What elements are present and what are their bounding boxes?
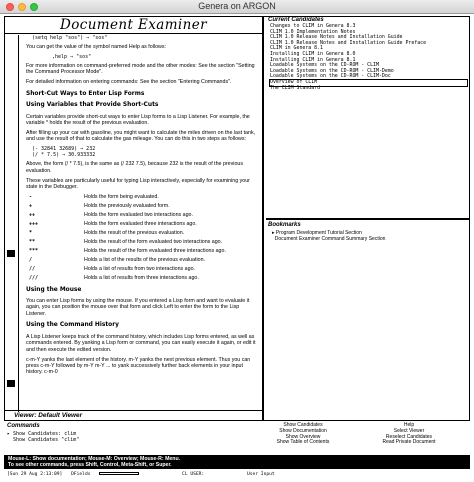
variable-symbol: ***: [29, 248, 39, 255]
vertical-scrollbar[interactable]: [5, 35, 19, 412]
command-menu-col-2: [352, 423, 466, 446]
candidate-item[interactable]: CLIM 1.0 Release Notes and Installation Guide: [270, 34, 403, 41]
section-heading: Using the Command History: [26, 322, 119, 329]
show-candidates-button[interactable]: Show Candidates: [283, 422, 323, 428]
table-row: [26, 212, 260, 218]
command-line: ▸ Show Candidates: clim: [7, 431, 77, 437]
variable-description: Holds the result of the form evaluated three interactions ago.: [84, 248, 226, 255]
paragraph: Above, the form (/ * 7.5), is the same as (/ 232 7.5), because 232 is the result of the previous evaluation.: [26, 161, 243, 174]
paragraph[interactable]: For detailed information on entering commands: See the section "Entering Commands".: [26, 79, 232, 86]
section-heading: Short-Cut Ways to Enter Lisp Forms: [26, 90, 145, 97]
show-documentation-button[interactable]: Show Documentation: [279, 427, 327, 434]
section-heading: Using Variables that Provide Short-Cuts: [26, 102, 159, 109]
candidate-item[interactable]: Loadable Systems on the CD-ROM - CLIM-Doc: [270, 73, 391, 80]
command-history: [7, 431, 79, 443]
variable-description: Holds the form evaluated three interactions ago.: [84, 221, 197, 228]
code-line: ,help ⇒ "sos": [52, 54, 92, 60]
paragraph: You can enter Lisp forms by using the mouse. If you entered a Lisp form and want to evaluate it again, you can position the mouse over that form and click Left to enter the form to the Lisp Listener.: [26, 298, 250, 317]
command-pane[interactable]: [4, 423, 470, 454]
candidate-item[interactable]: Changes to CLIM in Genera 8.3: [270, 23, 356, 29]
variable-symbol: *: [29, 230, 33, 237]
document-viewer-pane: [5, 17, 264, 420]
doc-examiner-title: Document Examiner: [5, 17, 262, 34]
candidate-item-selected[interactable]: Overview of CLIM: [270, 80, 467, 86]
bookmark-item[interactable]: ▸ Program Development Tutorial Section: [272, 230, 362, 236]
mouse-documentation-line: [4, 455, 470, 469]
window-title: Genera on ARGON: [198, 1, 276, 11]
candidates-heading: Current Candidates: [268, 17, 324, 23]
document-examiner-frame: [4, 16, 470, 421]
command-input[interactable]: Show Candidates "clim": [7, 437, 80, 443]
variable-symbol: //: [29, 266, 36, 273]
run-bar: [99, 472, 139, 475]
table-row: [26, 257, 260, 263]
table-row: [26, 248, 260, 254]
bookmark-item[interactable]: Document Examiner Command Summary Section: [272, 236, 386, 242]
window-titlebar[interactable]: [0, 0, 474, 14]
select-viewer-button[interactable]: Select Viewer: [393, 427, 425, 434]
scroll-marker-icon[interactable]: [7, 250, 15, 257]
mouse-doc-line-1: Mouse-L: Show documentation; Mouse-M: Overview; Mouse-R: Menu.: [8, 456, 181, 462]
candidate-item[interactable]: Installing CLIM in Genera 8.0: [270, 50, 356, 57]
variable-symbol: /: [29, 257, 33, 264]
variable-symbol: +++: [29, 221, 39, 228]
mouse-doc-line-2: To see other commands, press Shift, Control, Meta-Shift, or Super.: [8, 462, 172, 468]
read-private-document-button[interactable]: Read Private Document: [382, 439, 436, 446]
commands-heading: Commands: [7, 423, 40, 429]
variable-description: Holds the form being evaluated.: [84, 194, 159, 201]
paragraph: Certain variables provide short-cut ways to enter Lisp forms to a Lisp Listener. For example, the variable * holds the result of the previous evaluation.: [26, 113, 250, 127]
table-row: [26, 230, 260, 236]
variable-symbol: +: [29, 203, 33, 210]
paragraph: These variables are particularly useful for typing Lisp interactively, especially for examining your state in the Debugger.: [26, 177, 250, 191]
variable-description: Holds the form evaluated two interactions ago.: [84, 212, 193, 219]
variable-symbol: **: [29, 239, 36, 246]
variable-symbol: ++: [29, 212, 36, 219]
variable-description: Holds the result of the previous evaluation.: [84, 230, 185, 237]
candidate-item[interactable]: CLIM 1.0 Implementation Notes: [270, 28, 356, 35]
table-row: [26, 275, 260, 281]
table-row: [26, 203, 260, 209]
document-text: [26, 35, 260, 379]
pane-divider: [266, 218, 469, 220]
code-line: (setq help "sos") ⇒ "sos": [32, 35, 108, 41]
paragraph: c-m-Y yanks the last element of the history. m-Y yanks the next previous element. Thus you can press c-m-Y followed by m-Y m-Y ... to yank successively further back elements in your input history. c-m-0: [26, 356, 251, 376]
help-button[interactable]: Help: [403, 422, 415, 428]
show-table-of-contents-button[interactable]: Show Table of Contents: [276, 439, 330, 446]
variable-description: Holds a list of results from three interactions ago.: [84, 275, 199, 282]
variable-description: Holds the result of the form evaluated two interactions ago.: [84, 239, 223, 246]
variable-description: Holds a list of results from two interactions ago.: [84, 266, 195, 273]
side-pane: [266, 17, 469, 420]
status-user: DFields: [71, 472, 91, 477]
variable-symbol: ///: [29, 275, 39, 282]
paragraph[interactable]: For more information on command-preferred mode and the other modes: See the section "Setting the Command Processor Mode".: [26, 63, 255, 76]
command-menu-col-1: [258, 423, 348, 446]
show-overview-button[interactable]: Show Overview: [285, 433, 321, 440]
table-row: [26, 266, 260, 272]
document-body[interactable]: [5, 35, 262, 412]
candidate-item[interactable]: Installing CLIM in Genera 8.1: [270, 56, 356, 63]
code-line: (- 32841 32689) ⇒ 232: [32, 146, 96, 153]
variable-symbol: -: [29, 194, 33, 201]
status-state: User Input: [246, 472, 275, 477]
reselect-candidates-button[interactable]: Reselect Candidates: [385, 433, 433, 440]
section-heading: Using the Mouse: [26, 286, 82, 293]
candidate-item[interactable]: Loadable Systems on the CD-ROM - CLIM-Demo: [270, 67, 394, 74]
paragraph: You can get the value of the symbol named Help as follows:: [26, 44, 166, 50]
viewer-label: Viewer: Default Viewer: [5, 410, 262, 420]
paragraph: A Lisp Listener keeps track of the command history, which includes Lisp forms entered, as well as commands entered. By yanking a Lisp form or command, you can easily execute it again, or edit it and then execute the edited version.: [26, 333, 256, 353]
bookmarks-list: [272, 230, 467, 242]
table-row: [26, 221, 260, 227]
candidate-item[interactable]: CLIM in Genera 8.1: [270, 45, 323, 52]
status-date: [Sun 29 Aug 2:13:09]: [7, 472, 63, 477]
candidate-item[interactable]: Loadable Systems on the CD-ROM - CLIM: [270, 62, 379, 69]
code-line: (/ * 7.5) ⇒ 30.933332: [32, 152, 96, 159]
candidate-item[interactable]: The CLIM Standard: [270, 84, 321, 91]
scroll-marker-icon[interactable]: [7, 380, 15, 387]
variable-description: Holds the previously evaluated form.: [84, 203, 170, 210]
status-package: CL USER:: [182, 472, 205, 477]
status-line: [4, 470, 470, 480]
candidates-list: [270, 24, 467, 91]
table-row: [26, 239, 260, 245]
variable-description: Holds a list of the results of the previous evaluation.: [84, 257, 206, 264]
table-row: [26, 194, 260, 200]
candidate-item[interactable]: CLIM 1.0 Release Notes and Installation Guide Preface: [270, 39, 427, 46]
bookmarks-heading: Bookmarks: [268, 222, 301, 228]
paragraph: After filling up your car with gasoline, you might want to calculate the miles driven on the last tank, and use the result of that to calculate the gas mileage. You can do this in two steps as follows:: [26, 130, 256, 143]
variable-table: [26, 194, 260, 281]
